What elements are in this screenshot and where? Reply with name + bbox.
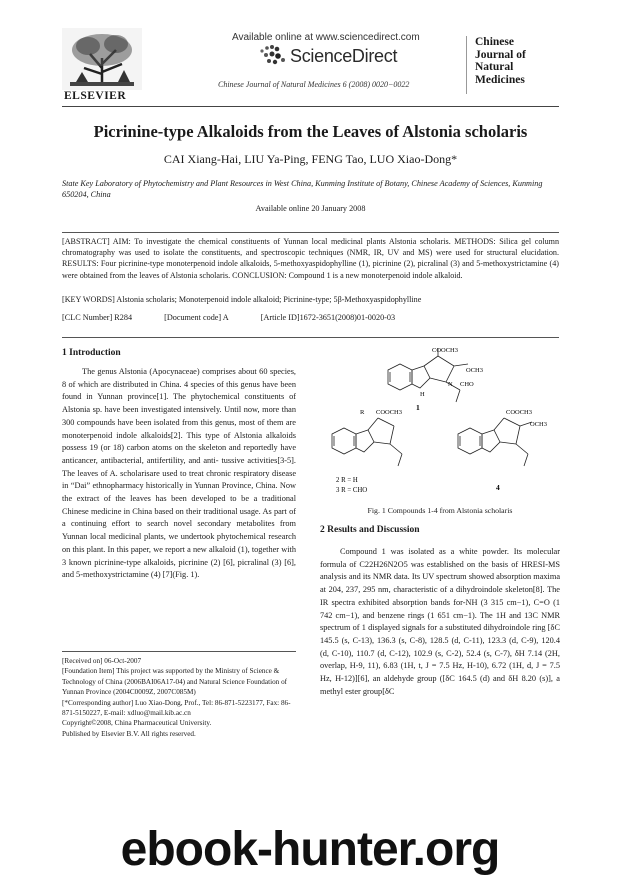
compound-4-structure (458, 418, 532, 466)
affiliation: State Key Laboratory of Phytochemistry and Plant Resources in West China, Kunming Institute of Botany, Chinese Academy of Sciences, Kunming 650204, China (62, 179, 543, 199)
label-compound-3: 3 R = CHO (336, 487, 368, 494)
journal-title-line: Medicines (475, 73, 525, 86)
chemical-structures-figure (320, 342, 560, 502)
label-och3-4: OCH3 (530, 421, 547, 428)
footnote-publisher: Published by Elsevier B.V. All rights reserved. (62, 729, 196, 738)
compound-number-1: 1 (416, 403, 420, 412)
journal-title-line: Chinese (475, 36, 514, 48)
header-divider (62, 106, 559, 107)
section-heading-results: 2 Results and Discussion (320, 525, 420, 535)
label-cooch3-1: COOCH3 (432, 347, 459, 354)
footnote-corresponding-author: [*Corresponding author] Luo Xiao-Dong, Prof., Tel: 86-871-5223177, Fax: 86-871-5150227, E-mail: xdluo@mail.kib.ac.cn (62, 698, 291, 718)
label-och3-1: OCH3 (466, 367, 483, 374)
label-cooch3-4: COOCH3 (506, 409, 533, 416)
figure-caption: Fig. 1 Compounds 1-4 from Alstonia scholaris (367, 506, 513, 515)
author-list: CAI Xiang-Hai, LIU Ya-Ping, FENG Tao, LUO Xiao-Dong* (163, 152, 458, 166)
document-code: [Document code] A (164, 313, 229, 322)
available-online-date: Available online 20 January 2008 (255, 204, 366, 213)
compound-1-structure (388, 348, 468, 402)
label-cooch3-2: COOCH3 (376, 409, 403, 416)
journal-title-line: Journal of (475, 48, 526, 61)
sciencedirect-wordmark: ScienceDirect (290, 46, 398, 66)
footnote-copyright: Copyright©2008, China Pharmaceutical University. (62, 719, 212, 728)
compound-number-4: 4 (496, 483, 500, 492)
label-r: R (360, 409, 365, 416)
introduction-body: The genus Alstonia (Apocynaceae) comprises about 60 species, 8 of which are distributed in China. 4 species of this genus have been found in Yunnan province[1]. The phytochemical constituents of Alstonia sp. have been investigated intensively. Until now, more than 300 compounds have been isolated from this genus, most of them are monoterpenoid indole alkaloids[2]. This type of Alstonia alkaloids possess 19 (or 18) carbon atoms on the skeleton and reportedly have anticancer, antibacterial, antifertility, and anti- tussive activities[3-5]. The leaves of A. scholarisare used to treat chronic respiratory disease in “Dai” ethnopharmacy historically in Yunnan Province, China. Now the extract of the leaves has been developed to be a traditional Chinese medicine in China based on their traditional usage. As part of a continuing effort to search novel secondary metabolites from Yunnan local medicinal plants, we undertook phytochemical research on this plant. In this paper, we report a new alkaloid (1), together with 3 known picrinine-type alkaloids, picrinine (2) [6], picralinal (3) [6], and 5-methoxystrictamine (4) [7](Fig. 1). (62, 367, 296, 580)
publisher-name: ELSEVIER (64, 90, 127, 102)
journal-title-box (466, 36, 567, 94)
article-id: [Article ID]1672-3651(2008)01-0020-03 (260, 313, 396, 322)
clc-number: [CLC Number] R284 (62, 313, 133, 322)
abstract-text: [ABSTRACT] AIM: To investigate the chemical constituents of Yunnan local medicinal plants Alstonia scholaris. METHODS: Silica gel column chromatography was used to isolate the constituents, and spectroscopic techniques (NMR, IR, UV and MS) were used for structural elucidation. RESULTS: Four picrinine-type monoterpenoid indole alkaloids, 5-methoxyaspidophylline (1), picrinine (2), picralinal (3) and 5-methoxystrictamine (4) were obtained from the leaves of Alstonia scholaris. CONCLUSION: Compound 1 is a new monoterpenoid indole alkaloid. (62, 237, 559, 280)
sciencedirect-url[interactable]: Available online at www.sciencedirect.com (232, 32, 420, 43)
elsevier-tree-logo (62, 28, 142, 90)
footnote-received: [Received on] 06-Oct-2007 (62, 657, 142, 665)
results-body: Compound 1 was isolated as a white powder. Its molecular formula of C22H26N2O5 was established on the basis of HRESI-MS analysis and its NMR data. Its UV spectrum showed absorption maxima at 204, 237, 295 nm, characteristic of a dihydroindole skeleton[8]. The IR spectra exhibited absorption bands for-NH (3 315 cm−1), C=O (1 742 cm−1), and benzene rings (1 651 cm−1). The 1H and 13C NMR spectrum of 1 displayed signals for a substituted dihydroindole ring [δC 145.5 (s, C-13), 136.3 (s, C-8), 128.5 (d, C-11), 123.3 (d, C-9), 120.4 (d, C-10), 110.7 (d, C-12), 102.9 (s, C-2), 52.4 (s, C-7), δH 7.14 (2H, overlap, H-9, 11), 6.83 (1H, t, J = 7.5 Hz, H-10), 6.72 (1H, d, J = 7.5 Hz, H-12)][6], an aldehyde group ([δC 164.5 (d) and δH 8.20 (s)], a methyl ester group[δC (320, 547, 560, 696)
footnotes (62, 656, 296, 739)
keywords: [KEY WORDS] Alstonia scholaris; Monoterpenoid indole alkaloid; Picrinine-type; 5β-Methoxyaspidophylline (62, 295, 422, 304)
paper-title: Picrinine-type Alkaloids from the Leaves of Alstonia scholaris (93, 122, 528, 141)
journal-title-line: Natural (475, 61, 514, 73)
watermark-text: ebook-hunter.org (120, 823, 500, 876)
journal-citation: Chinese Journal of Natural Medicines 6 (2008) 0020−0022 (218, 80, 410, 89)
footnote-divider (62, 651, 296, 652)
label-n-1: N (448, 381, 453, 388)
label-cho-1: CHO (460, 381, 474, 388)
footnote-foundation: [Foundation Item] This project was supported by the Ministry of Science & Technology of China (2006BAI06A17-04) and Natural Science Foundation of Yunnan Province (2004C0009Z, 2007C085M) (62, 667, 288, 697)
sciencedirect-dots-icon (258, 43, 288, 67)
section-heading-introduction: 1 Introduction (62, 348, 121, 358)
label-compound-2: 2 R = H (336, 477, 358, 484)
compound-2-3-structure (332, 418, 402, 466)
classification-line (62, 313, 559, 322)
label-nh-1: H (420, 391, 425, 398)
